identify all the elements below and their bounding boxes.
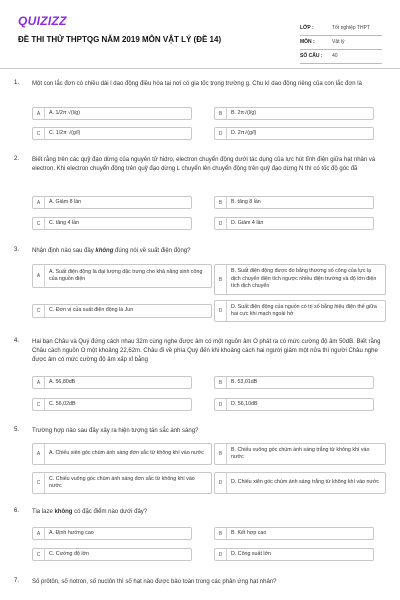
- option-letter: A: [33, 528, 45, 539]
- option-text: C. Cường độ lớn: [49, 550, 89, 557]
- option-text: B. 2π√(l/g): [231, 109, 257, 116]
- option-b[interactable]: [214, 196, 374, 209]
- option-letter: A: [33, 108, 45, 119]
- option-letter: D: [215, 473, 227, 493]
- option-c[interactable]: [32, 548, 192, 561]
- question-4: [14, 338, 386, 414]
- option-letter: D: [215, 128, 227, 139]
- question-text: Hai bạn Châu và Quý đứng cách nhau 32m cùng nghe được âm có một nguồn âm O phát ra có mức cường độ âm 50dB. Biết rằng Châu cách nguồn O một khoảng 22,62m. Châu đi về phía Quý đến khi khoảng cách hai người giảm một nửa thì người Châu nghe được âm có mức cường độ âm xấp xỉ bằng: [32, 339, 381, 363]
- question-text: [32, 508, 384, 517]
- option-letter: C: [33, 549, 45, 560]
- question-text: Trường hợp nào sau đây xảy ra hiện tượng tán sắc ánh sáng?: [32, 428, 199, 434]
- option-d[interactable]: [214, 300, 386, 322]
- option-text: C. Đơn vị của suất điện động là Jun: [49, 307, 134, 314]
- option-text: D. Giảm 4 lần: [231, 219, 264, 226]
- option-a[interactable]: [32, 376, 192, 389]
- emphasis-word: không: [54, 509, 73, 515]
- quizizz-logo: QUIZIZZ: [18, 14, 67, 28]
- option-c[interactable]: [32, 217, 192, 230]
- question-text: Một con lắc đơn có chiều dài l dao động điều hòa tại nơi có gia tốc trọng trường g. Chu kì dao động riêng của con lắc đơn là: [32, 81, 362, 87]
- option-b[interactable]: [214, 376, 374, 389]
- option-text: A. 56,80dB: [49, 378, 76, 385]
- option-b[interactable]: [214, 107, 374, 120]
- question-5: [14, 427, 386, 497]
- option-letter: D: [215, 399, 227, 410]
- option-letter: A: [33, 265, 45, 287]
- question-text: Số prôtôn, số notron, số nuclôn thì số hạt nào được bảo toàn trong các phản ứng hạt nhân?: [32, 579, 277, 585]
- question-number: 2.: [14, 156, 20, 162]
- option-a[interactable]: [32, 107, 192, 120]
- option-letter: C: [33, 473, 45, 493]
- option-c[interactable]: [32, 304, 212, 318]
- question-7: [14, 578, 386, 592]
- meta-row-count: [300, 50, 382, 64]
- meta-label: SỐ CÂU :: [300, 53, 323, 59]
- option-letter: D: [215, 549, 227, 560]
- meta-row-subject: [300, 36, 382, 50]
- option-text: C. tăng 4 lần: [49, 219, 80, 226]
- option-d[interactable]: [214, 398, 374, 411]
- option-a[interactable]: [32, 196, 192, 209]
- meta-value: 40: [332, 53, 338, 59]
- option-letter: C: [33, 218, 45, 229]
- option-letter: A: [33, 444, 45, 464]
- option-text: A. Suất điện động là đại lượng đặc trưng cho khả năng sinh công của nguồn điện: [49, 268, 203, 282]
- question-text-start: Tia laze: [32, 509, 55, 515]
- option-a[interactable]: [32, 443, 212, 465]
- option-letter: A: [33, 377, 45, 388]
- option-text: A. 1/2π √(l/g): [49, 109, 80, 116]
- option-d[interactable]: [214, 548, 374, 561]
- question-2: [14, 156, 386, 232]
- meta-label: MÔN :: [300, 39, 315, 45]
- emphasis-word: không: [95, 248, 114, 254]
- option-letter: B: [215, 108, 227, 119]
- option-text: D. Chiếu xiên góc chùm ánh sáng trắng từ không khí vào nước: [231, 479, 380, 486]
- meta-table: [300, 22, 382, 64]
- option-text: A. Định hướng cao: [49, 529, 94, 536]
- question-number: 6.: [14, 508, 20, 514]
- option-letter: B: [215, 377, 227, 388]
- question-number: 7.: [14, 578, 20, 584]
- option-a[interactable]: [32, 527, 192, 540]
- option-b[interactable]: [214, 264, 386, 295]
- question-3: [14, 247, 386, 327]
- question-number: 3.: [14, 247, 20, 253]
- question-number: 5.: [14, 427, 20, 433]
- option-letter: C: [33, 305, 45, 317]
- option-text: D. 2π√(g/l): [231, 129, 257, 136]
- option-text: B. tăng 8 lần: [231, 198, 261, 205]
- option-text: B. Kết hợp cao: [231, 529, 267, 536]
- meta-label: LỚP :: [300, 25, 314, 31]
- option-c[interactable]: [32, 127, 192, 140]
- option-text: D. Công suất lớn: [231, 550, 271, 557]
- option-letter: B: [215, 197, 227, 208]
- option-letter: C: [33, 399, 45, 410]
- option-letter: D: [215, 218, 227, 229]
- meta-value: Vật lý: [332, 39, 345, 45]
- option-d[interactable]: [214, 472, 386, 494]
- meta-value: Tốt nghiệp THPT: [332, 25, 370, 31]
- option-text: B. Chiếu vuông góc chùm ánh sáng trắng từ không khí vào nước: [231, 446, 370, 460]
- option-b[interactable]: [214, 527, 374, 540]
- option-letter: B: [215, 265, 227, 294]
- question-number: 4.: [14, 338, 20, 344]
- option-text: D. 56,10dB: [231, 400, 258, 407]
- meta-row-class: [300, 22, 382, 36]
- exam-title: ĐỀ THI THỬ THPTQG NĂM 2019 MÔN VẬT LÝ (ĐỀ 14): [18, 35, 222, 44]
- option-c[interactable]: [32, 472, 212, 494]
- option-b[interactable]: [214, 443, 386, 465]
- question-1: [14, 80, 386, 140]
- option-text: A. Giảm 8 lần: [49, 198, 82, 205]
- option-text: B. Suất điện động được đo bằng thương số công của lực lạ dịch chuyển điện tích ngược nhiều điện trường và độ lớn điện tích dịch chuyển: [231, 268, 377, 290]
- question-text: Biết rằng trên các quỹ đạo dừng của nguyên tử hidro, electron chuyển động dưới tác dụng của lực hút tĩnh điện giữa hạt nhân và electron. Khi electron chuyển động trên quỹ đạo dừng L chuyển lên chuyển động trên quỹ đạo dừng N thì có tốc độ góc đã: [32, 157, 376, 172]
- option-text: C. 56,02dB: [49, 400, 76, 407]
- option-a[interactable]: [32, 264, 212, 288]
- option-text: C. Chiếu vuông góc chùm ánh sáng đơn sắc từ không khí vào nước: [49, 475, 195, 489]
- option-d[interactable]: [214, 127, 374, 140]
- question-text-start: Nhận định nào sau đây: [32, 248, 96, 254]
- header-divider: [0, 68, 400, 69]
- option-text: A. Chiếu xiên góc chùm ánh sáng đơn sắc từ không khí vào nước: [49, 450, 204, 457]
- option-letter: D: [215, 301, 227, 321]
- option-letter: B: [215, 444, 227, 464]
- question-number: 1.: [14, 80, 20, 86]
- option-text: C. 1/2π √(g/l): [49, 129, 81, 136]
- question-text-end: có đặc điểm nào dưới đây?: [72, 509, 148, 515]
- question-6: [14, 508, 386, 568]
- option-d[interactable]: [214, 217, 374, 230]
- option-letter: B: [215, 528, 227, 539]
- document-header: [18, 8, 382, 64]
- option-text: D. Suất điện động của nguồn có trị số bằng hiệu điện thế giữa hai cực khi mạch ngoài hở: [231, 303, 377, 317]
- option-letter: A: [33, 197, 45, 208]
- option-letter: C: [33, 128, 45, 139]
- option-c[interactable]: [32, 398, 192, 411]
- question-text: [32, 247, 384, 256]
- option-text: B. 53,01dB: [231, 378, 258, 385]
- question-text-end: đúng nói về suất điện động?: [113, 248, 191, 254]
